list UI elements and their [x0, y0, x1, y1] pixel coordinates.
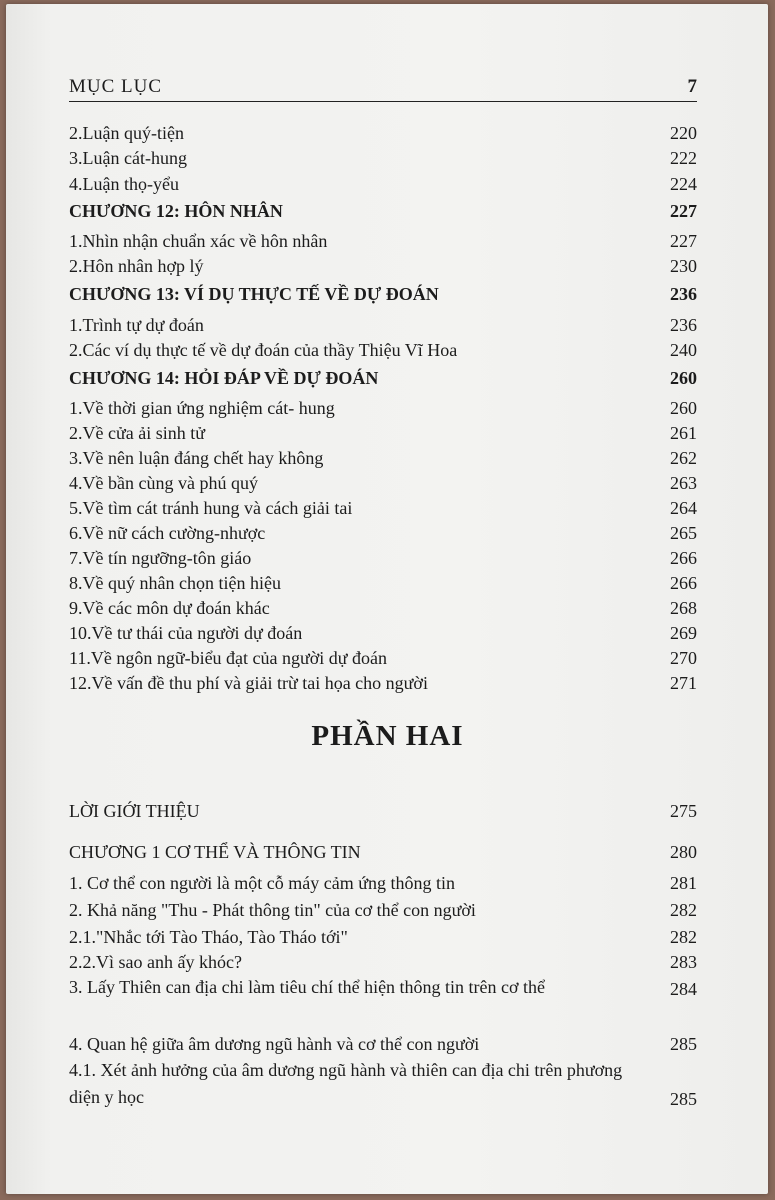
toc-entry: 2.2.Vì sao anh ấy khóc? 283 — [69, 952, 697, 972]
toc-entry: 10.Về tư thái của người dự đoán 269 — [69, 623, 697, 643]
header-title: MỤC LỤC — [69, 76, 163, 97]
toc-entry: 1.Về thời gian ứng nghiệm cát- hung 260 — [69, 398, 697, 418]
toc-entry: 4.Luận thọ-yểu 224 — [69, 174, 697, 194]
toc-entry: 1.Trình tự dự đoán 236 — [69, 315, 697, 335]
toc-entry: 2.Luận quý-tiện 220 — [69, 123, 697, 143]
toc-chapter: CHƯƠNG 12: HÔN NHÂN 227 — [69, 201, 697, 221]
toc-entry: 8.Về quý nhân chọn tiện hiệu 266 — [69, 573, 697, 593]
toc-entry: 2.Hôn nhân hợp lý 230 — [69, 256, 697, 276]
toc-entry: 9.Về các môn dự đoán khác 268 — [69, 598, 697, 618]
toc-entry: 6.Về nữ cách cường-nhược 265 — [69, 523, 697, 543]
toc-entry: 2.Về cửa ải sinh tử 261 — [69, 423, 697, 443]
toc-entry: 2. Khả năng "Thu - Phát thông tin" của cơ thể con người 282 — [69, 900, 697, 920]
toc-entry: 11.Về ngôn ngữ-biểu đạt của người dự đoán 270 — [69, 648, 697, 668]
toc-entry: 1.Nhìn nhận chuẩn xác về hôn nhân 227 — [69, 231, 697, 251]
toc-entry: 2.1."Nhắc tới Tào Tháo, Tào Tháo tới" 282 — [69, 927, 697, 947]
toc-chapter: CHƯƠNG 1 CƠ THỂ VÀ THÔNG TIN 280 — [69, 842, 697, 862]
toc-entry: 3.Luận cát-hung 222 — [69, 148, 697, 168]
toc-entry: 7.Về tín ngưỡng-tôn giáo 266 — [69, 548, 697, 568]
part-title: PHẦN HAI — [311, 720, 464, 752]
toc-chapter: CHƯƠNG 13: VÍ DỤ THỰC TẾ VỀ DỰ ĐOÁN 236 — [69, 284, 697, 304]
toc-entry: 1. Cơ thể con người là một cỗ máy cảm ứng thông tin 281 — [69, 873, 697, 893]
toc-entry: LỜI GIỚI THIỆU 275 — [69, 801, 697, 821]
toc-entry: 3. Lấy Thiên can địa chi làm tiêu chí thể hiện thông tin trên cơ thể 284 — [69, 977, 697, 999]
toc-entry: 4. Quan hệ giữa âm dương ngũ hành và cơ thể con người 285 — [69, 1034, 697, 1054]
toc-entry: 2.Các ví dụ thực tế về dự đoán của thầy Thiệu Vĩ Hoa 240 — [69, 340, 697, 360]
toc-entry: 4.Về bần cùng và phú quý 263 — [69, 473, 697, 493]
toc-entry: 4.1. Xét ảnh hưởng của âm dương ngũ hành và thiên can địa chi trên phương diện y học 285 — [69, 1060, 697, 1109]
toc-chapter: CHƯƠNG 14: HỎI ĐÁP VỀ DỰ ĐOÁN 260 — [69, 368, 697, 388]
toc-entry: 5.Về tìm cát tránh hung và cách giải tai 264 — [69, 498, 697, 518]
header-page-number: 7 — [687, 76, 697, 97]
toc-entry: 12.Về vấn đề thu phí và giải trừ tai họa cho người 271 — [69, 673, 697, 693]
toc-entry: 3.Về nên luận đáng chết hay không 262 — [69, 448, 697, 468]
